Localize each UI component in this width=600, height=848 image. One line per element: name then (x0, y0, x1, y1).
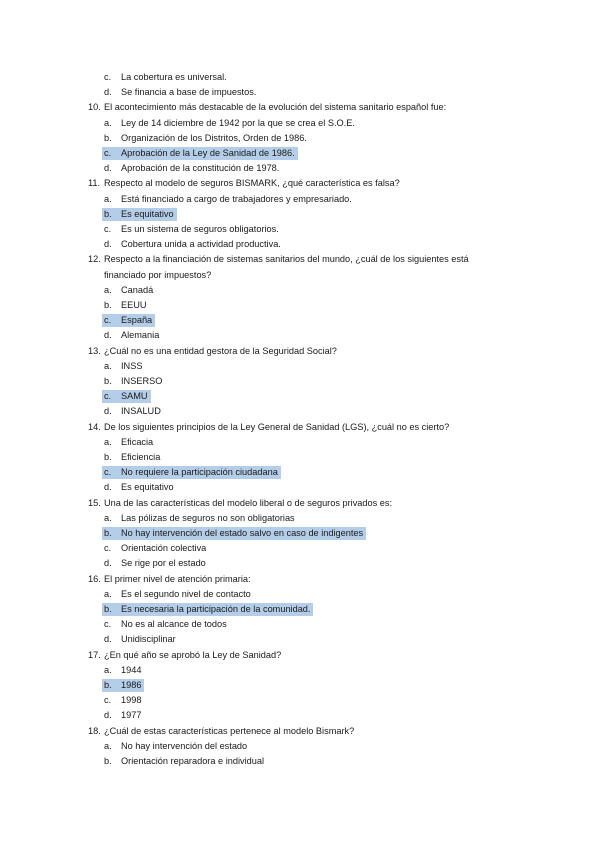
answer-option (0, 450, 600, 465)
question-number: 17. (88, 649, 101, 660)
question-line (0, 344, 600, 359)
answer-option (0, 298, 600, 313)
option-letter: b. (104, 604, 112, 614)
option-letter: a. (104, 740, 112, 751)
question-text: ¿En qué año se aprobó la Ley de Sanidad? (104, 649, 282, 660)
option-text: Se financia a base de impuestos. (121, 87, 257, 98)
option-text: SAMU (121, 391, 148, 402)
question-number: 16. (88, 573, 101, 584)
option-letter: c. (104, 467, 112, 478)
option-letter: d. (104, 330, 112, 341)
option-text: Se rige por el estado (121, 558, 206, 569)
option-text: INSERSO (121, 376, 163, 386)
answer-option (0, 678, 600, 693)
option-text: Es equitativo (121, 208, 174, 219)
option-letter: d. (104, 406, 112, 417)
question-text: El primer nivel de atención primaria: (104, 573, 251, 584)
question-line (0, 268, 600, 283)
question-line (0, 176, 600, 191)
option-text: España (121, 315, 153, 326)
option-text: Organización de los Distritos, Orden de 1986. (121, 132, 307, 143)
answer-option (0, 222, 600, 237)
question-line (0, 420, 600, 435)
option-letter: b. (104, 208, 112, 219)
option-text: 1998 (121, 695, 142, 706)
option-text: Canadá (121, 284, 154, 295)
option-letter: d. (104, 558, 112, 569)
option-letter: a. (104, 512, 112, 523)
option-letter: c. (104, 543, 112, 554)
question-line (0, 572, 600, 587)
question-line (0, 724, 600, 739)
question-text: Una de las características del modelo liberal o de seguros privados es: (104, 497, 393, 508)
option-text: 1977 (121, 710, 142, 721)
option-letter: d. (104, 710, 112, 721)
option-letter: c. (104, 72, 112, 82)
option-letter: b. (104, 132, 112, 143)
answer-option (0, 708, 600, 723)
option-letter: b. (104, 756, 112, 766)
option-letter: c. (104, 391, 112, 402)
answer-option (0, 70, 600, 85)
option-text: Es un sistema de seguros obligatorios. (121, 224, 279, 234)
answer-option (0, 85, 600, 100)
option-letter: a. (104, 436, 112, 447)
option-text: Orientación colectiva (121, 543, 207, 554)
option-letter: a. (104, 193, 112, 204)
answer-option (0, 465, 600, 480)
option-text: Eficiencia (121, 452, 161, 462)
option-text: Aprobación de la Ley de Sanidad de 1986. (121, 148, 295, 158)
answer-option (0, 526, 600, 541)
question-text: De los siguientes principios de la Ley General de Sanidad (LGS), ¿cuál no es cierto? (104, 421, 450, 432)
question-text: Respecto al modelo de seguros BISMARK, ¿qué característica es falsa? (104, 178, 400, 189)
question-number: 12. (88, 254, 101, 265)
option-text: Es el segundo nivel de contacto (121, 588, 251, 599)
option-text: EEUU (121, 300, 147, 310)
option-text: No hay intervención del estado (121, 740, 248, 751)
option-letter: c. (104, 148, 112, 158)
answer-option (0, 617, 600, 632)
option-letter: a. (104, 117, 112, 128)
answer-option (0, 480, 600, 495)
option-letter: b. (104, 376, 112, 386)
option-text: No hay intervención del estado salvo en caso de indigentes (121, 528, 364, 538)
answer-option (0, 374, 600, 389)
option-letter: d. (104, 482, 112, 493)
question-text: Respecto a la financiación de sistemas sanitarios del mundo, ¿cuál de los siguientes está (104, 254, 469, 265)
option-text: Es equitativo (121, 482, 174, 493)
question-line (0, 100, 600, 115)
answer-option (0, 359, 600, 374)
answer-option (0, 663, 600, 678)
question-number: 18. (88, 725, 101, 736)
answer-option (0, 556, 600, 571)
option-text: Está financiado a cargo de trabajadores y empresariado. (121, 193, 352, 204)
answer-option (0, 313, 600, 328)
option-letter: c. (104, 224, 112, 234)
answer-option (0, 283, 600, 298)
question-text: El acontecimiento más destacable de la evolución del sistema sanitario español fue: (104, 102, 447, 113)
option-letter: c. (104, 695, 112, 706)
answer-option (0, 389, 600, 404)
answer-option (0, 541, 600, 556)
option-text: No es al alcance de todos (121, 619, 227, 630)
option-letter: a. (104, 284, 112, 295)
answer-option (0, 192, 600, 207)
option-letter: d. (104, 634, 112, 645)
answer-option (0, 754, 600, 769)
answer-option (0, 116, 600, 131)
answer-option (0, 739, 600, 754)
option-letter: c. (104, 619, 112, 630)
answer-option (0, 146, 600, 161)
option-letter: b. (104, 300, 112, 310)
option-text: Cobertura unida a actividad productiva. (121, 239, 281, 250)
option-letter: a. (104, 588, 112, 599)
question-line (0, 252, 600, 267)
option-letter: a. (104, 664, 112, 675)
option-letter: d. (104, 163, 112, 174)
option-letter: d. (104, 239, 112, 250)
question-number: 10. (88, 102, 101, 113)
answer-option (0, 435, 600, 450)
question-text: financiado por impuestos? (104, 269, 212, 280)
answer-option (0, 161, 600, 176)
answer-option (0, 587, 600, 602)
option-text: 1944 (121, 664, 142, 675)
option-letter: b. (104, 452, 112, 462)
option-letter: b. (104, 680, 112, 690)
answer-option (0, 237, 600, 252)
option-text: Aprobación de la constitución de 1978. (121, 163, 280, 174)
question-line (0, 648, 600, 663)
option-text: La cobertura es universal. (121, 72, 227, 82)
option-letter: a. (104, 360, 112, 371)
answer-option (0, 131, 600, 146)
question-number: 15. (88, 497, 101, 508)
option-text: 1986 (121, 680, 142, 690)
option-letter: d. (104, 87, 112, 98)
option-text: Orientación reparadora e individual (121, 756, 265, 766)
answer-option (0, 693, 600, 708)
option-text: Eficacia (121, 436, 154, 447)
option-text: Es necesaria la participación de la comunidad. (121, 604, 311, 614)
option-letter: c. (104, 315, 112, 326)
option-text: No requiere la participación ciudadana (121, 467, 278, 478)
answer-option (0, 328, 600, 343)
answer-option (0, 602, 600, 617)
option-text: Unidisciplinar (121, 634, 176, 645)
question-number: 14. (88, 421, 101, 432)
question-number: 11. (88, 178, 101, 189)
option-text: Ley de 14 diciembre de 1942 por la que se crea el S.O.E. (121, 117, 355, 128)
answer-option (0, 404, 600, 419)
option-text: Las pólizas de seguros no son obligatorias (121, 512, 295, 523)
option-text: Alemania (121, 330, 160, 341)
option-text: INSALUD (121, 406, 161, 417)
answer-option (0, 511, 600, 526)
question-line (0, 496, 600, 511)
question-number: 13. (88, 345, 101, 356)
answer-option (0, 632, 600, 647)
option-letter: b. (104, 528, 112, 538)
question-text: ¿Cuál de estas características pertenece al modelo Bismark? (104, 725, 355, 736)
option-text: INSS (121, 360, 143, 371)
question-text: ¿Cuál no es una entidad gestora de la Seguridad Social? (104, 345, 337, 356)
answer-option (0, 207, 600, 222)
